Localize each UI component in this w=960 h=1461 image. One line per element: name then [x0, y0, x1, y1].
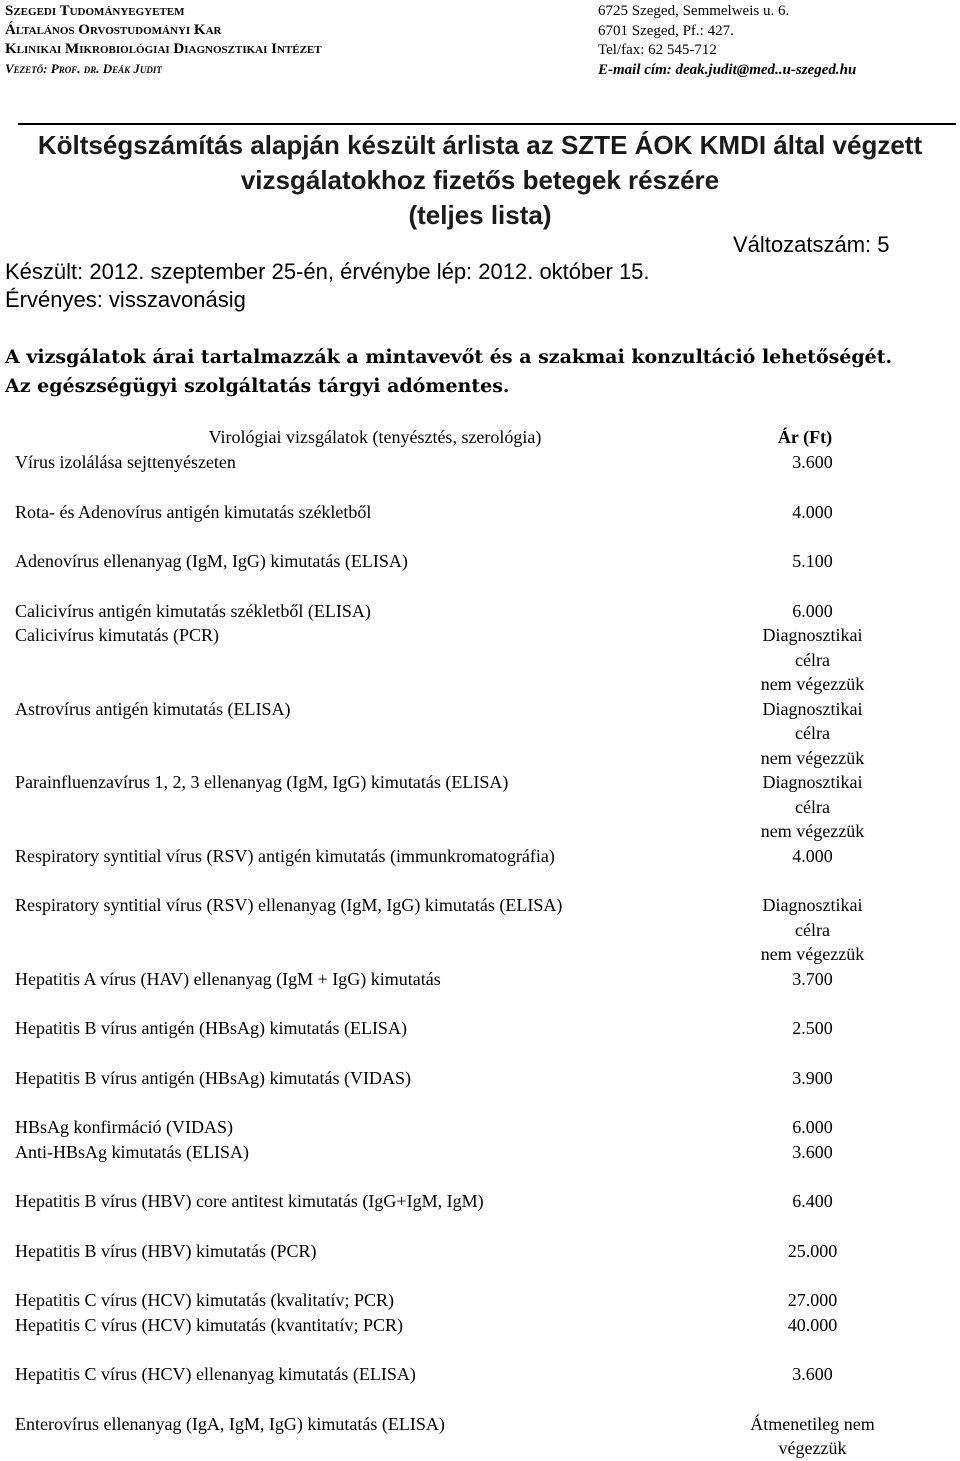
exam-name: Vírus izolálása sejttenyészeten — [15, 452, 236, 472]
exam-name: Anti-HBsAg kimutatás (ELISA) — [15, 1141, 249, 1162]
price-value: 6.400 — [792, 1191, 833, 1211]
table-row — [15, 1140, 875, 1165]
table-row — [15, 1016, 875, 1041]
price-value: 3.600 — [792, 1364, 833, 1384]
validity: Érvényes: visszavonásig — [5, 287, 246, 312]
exam-price — [750, 549, 875, 574]
price-value: Diagnosztikai célra — [762, 625, 863, 670]
price-note: végezzük — [778, 1438, 847, 1458]
address-line: 6725 Szeged, Semmelweis u. 6. — [598, 3, 790, 19]
exam-price — [750, 1313, 875, 1338]
table-row — [15, 1115, 875, 1140]
exam-name: HBsAg konfirmáció (VIDAS) — [15, 1117, 233, 1137]
row-spacer — [15, 1041, 875, 1066]
document-title — [0, 128, 960, 233]
row-spacer — [15, 1164, 875, 1189]
title-line-2: vizsgálatokhoz fizetős betegek részére — [240, 165, 720, 195]
exam-name: Hepatitis B vírus (HBV) core antitest kimutatás (IgG+IgM, IgM) — [15, 1191, 484, 1211]
price-value: 3.700 — [792, 968, 833, 989]
exam-price — [750, 1288, 875, 1313]
table-body — [15, 450, 875, 1461]
exam-name: Enterovírus ellenanyag (IgA, IgM, IgG) kimutatás (ELISA) — [15, 1413, 445, 1434]
table-row — [15, 893, 875, 967]
title-line-1: Költségszámítás alapján készült árlista az SZTE ÁOK KMDI által végzett — [37, 130, 923, 160]
exam-price — [750, 1362, 875, 1387]
exam-name: Hepatitis B vírus antigén (HBsAg) kimutatás (VIDAS) — [15, 1067, 411, 1088]
price-value: 5.100 — [792, 551, 833, 571]
institute-name: Klinikai Mikrobiológiai Diagnosztikai Intézet — [5, 41, 322, 57]
exam-price — [750, 623, 875, 697]
exam-price — [750, 770, 875, 844]
contact-block — [598, 2, 856, 80]
table-row — [15, 1362, 875, 1387]
table-row — [15, 450, 875, 475]
notice-line-2: Az egészségügyi szolgáltatás tárgyi adómentes. — [5, 375, 510, 397]
row-spacer — [15, 475, 875, 500]
row-spacer — [15, 868, 875, 893]
price-value: Diagnosztikai célra — [762, 698, 863, 743]
row-spacer — [15, 1090, 875, 1115]
director-name: Vezető: Prof. dr. Deák Judit — [5, 61, 162, 76]
price-value: 3.900 — [792, 1067, 833, 1088]
exam-name: Hepatitis C vírus (HCV) ellenanyag kimutatás (ELISA) — [15, 1364, 416, 1384]
pricing-notice — [5, 343, 892, 401]
table-row — [15, 697, 875, 771]
price-value: 6.000 — [792, 1117, 833, 1137]
exam-price — [750, 1412, 875, 1461]
price-note: nem végezzük — [760, 747, 865, 768]
table-row — [15, 1189, 875, 1214]
price-value: 3.600 — [792, 1141, 833, 1162]
row-spacer — [15, 574, 875, 599]
row-spacer — [15, 524, 875, 549]
price-value: 40.000 — [787, 1314, 838, 1335]
row-spacer — [15, 1214, 875, 1239]
exam-name: Astrovírus antigén kimutatás (ELISA) — [15, 698, 291, 719]
exam-price — [750, 697, 875, 771]
row-spacer — [15, 991, 875, 1016]
price-value: Diagnosztikai célra — [762, 895, 863, 940]
table-row — [15, 549, 875, 574]
price-value: Diagnosztikai célra — [762, 772, 863, 817]
exam-name: Hepatitis C vírus (HCV) kimutatás (kvantitatív; PCR) — [15, 1314, 403, 1335]
price-note: nem végezzük — [760, 674, 865, 694]
table-row — [15, 1288, 875, 1313]
title-line-3: (teljes lista) — [408, 200, 552, 230]
exam-name: Calicivírus kimutatás (PCR) — [15, 625, 219, 645]
exam-price — [750, 450, 875, 475]
exam-price — [750, 599, 875, 624]
table-row — [15, 770, 875, 844]
price-value: 4.000 — [792, 845, 833, 866]
table-row — [15, 623, 875, 697]
exam-name: Rota- és Adenovírus antigén kimutatás székletből — [15, 501, 372, 522]
exam-price — [750, 967, 875, 992]
header-divider — [18, 123, 956, 125]
exam-price — [750, 500, 875, 525]
table-row — [15, 1239, 875, 1264]
table-row — [15, 844, 875, 869]
exam-name: Hepatitis C vírus (HCV) kimutatás (kvalitatív; PCR) — [15, 1290, 394, 1310]
version-number: Változatszám: 5 — [733, 232, 890, 257]
exam-name: Hepatitis A vírus (HAV) ellenanyag (IgM + IgG) kimutatás — [15, 968, 441, 989]
table-row — [15, 1313, 875, 1338]
table-row — [15, 1412, 875, 1461]
exam-name: Hepatitis B vírus (HBV) kimutatás (PCR) — [15, 1240, 317, 1261]
postbox-line: 6701 Szeged, Pf.: 427. — [598, 22, 734, 39]
exam-name: Parainfluenzavírus 1, 2, 3 ellenanyag (IgM, IgG) kimutatás (ELISA) — [15, 772, 509, 792]
university-name: Szegedi Tudományegyetem — [5, 3, 185, 19]
row-spacer — [15, 1263, 875, 1288]
row-spacer — [15, 1387, 875, 1412]
price-value: 25.000 — [787, 1240, 838, 1261]
exam-name: Calicivírus antigén kimutatás székletből (ELISA) — [15, 600, 371, 621]
section-title: Virológiai vizsgálatok (tenyésztés, szerológia) — [208, 427, 542, 447]
price-note: nem végezzük — [760, 821, 865, 841]
price-value: 4.000 — [792, 501, 833, 522]
price-value: 27.000 — [787, 1290, 838, 1310]
price-column-header: Ár (Ft) — [777, 427, 833, 447]
notice-line-1: A vizsgálatok árai tartalmazzák a mintavevőt és a szakmai konzultáció lehetőségét. — [5, 346, 893, 368]
exam-price — [750, 1189, 875, 1214]
price-note: nem végezzük — [760, 944, 865, 964]
row-spacer — [15, 1337, 875, 1362]
exam-name: Hepatitis B vírus antigén (HBsAg) kimutatás (ELISA) — [15, 1018, 407, 1038]
institution-header — [5, 2, 322, 78]
email-line: E-mail cím: deak.judit@med..u-szeged.hu — [598, 61, 857, 78]
table-row — [15, 967, 875, 992]
exam-price — [750, 1066, 875, 1091]
faculty-name: Általános Orvostudományi Kar — [5, 22, 222, 38]
exam-price — [750, 1115, 875, 1140]
exam-price — [750, 893, 875, 967]
price-value: Átmenetileg nem — [750, 1413, 875, 1434]
price-value: 3.600 — [792, 452, 833, 472]
exam-name: Respiratory syntitial vírus (RSV) ellenanyag (IgM, IgG) kimutatás (ELISA) — [15, 895, 563, 915]
exam-price — [750, 844, 875, 869]
exam-price — [750, 1239, 875, 1264]
exam-name: Adenovírus ellenanyag (IgM, IgG) kimutatás (ELISA) — [15, 551, 408, 571]
table-header — [15, 425, 875, 450]
price-value: 2.500 — [792, 1018, 833, 1038]
issue-date: Készült: 2012. szeptember 25-én, érvénybe lép: 2012. október 15. — [5, 259, 650, 284]
table-row — [15, 1066, 875, 1091]
exam-price — [750, 1016, 875, 1041]
exam-name: Respiratory syntitial vírus (RSV) antigén kimutatás (immunkromatográfia) — [15, 845, 555, 866]
price-value: 6.000 — [792, 600, 833, 621]
exam-price — [750, 1140, 875, 1165]
table-row — [15, 500, 875, 525]
telfax-line: Tel/fax: 62 545-712 — [598, 42, 717, 58]
price-table — [15, 425, 875, 1461]
table-row — [15, 599, 875, 624]
